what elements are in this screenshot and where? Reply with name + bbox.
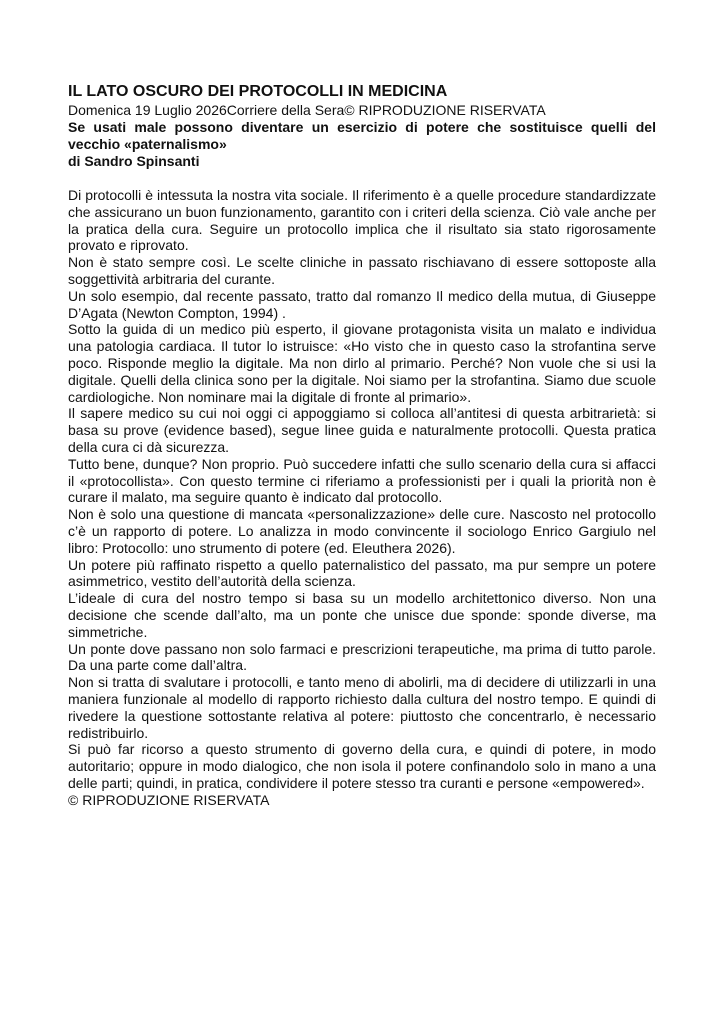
body-paragraph: Non è stato sempre così. Le scelte cliniche in passato rischiavano di essere sottoposte alla soggettività arbitraria del curante. <box>68 254 656 287</box>
body-paragraph: Un solo esempio, dal recente passato, tratto dal romanzo Il medico della mutua, di Giuseppe D’Agata (Newton Compton, 1994) . <box>68 287 656 321</box>
body-paragraph: Tutto bene, dunque? Non proprio. Può succedere infatti che sullo scenario della cura si affacci il «protocollista». Con questo termine ci riferiamo a professionisti per i quali la priorità non è curare il malato, ma seguire quanto è indicato dal protocollo. <box>68 455 656 506</box>
article-body <box>68 187 656 792</box>
body-paragraph: Un potere più raffinato rispetto a quello paternalistico del passato, ma pur sempre un potere asimmetrico, vestito dell’autorità della scienza. <box>68 556 656 590</box>
body-paragraph: L’ideale di cura del nostro tempo si basa su un modello architettonico diverso. Non una decisione che scende dall’alto, ma un ponte che unisce due sponde: sponde diverse, ma simmetriche. <box>68 590 656 640</box>
article-author: di Sandro Spinsanti <box>68 153 200 169</box>
article-title: IL LATO OSCURO DEI PROTOCOLLI IN MEDICINA <box>68 83 448 100</box>
body-paragraph: Si può far ricorso a questo strumento di governo della cura, e quindi di potere, in modo autoritario; oppure in modo dialogico, che non isola il potere confinandolo solo in mano a una delle parti; quindi, in pratica, condividere il potere stesso tra curanti e persone «empowered». <box>68 741 656 791</box>
article-meta: Domenica 19 Luglio 2026Corriere della Sera© RIPRODUZIONE RISERVATA <box>68 102 546 118</box>
body-paragraph: Un ponte dove passano non solo farmaci e prescrizioni terapeutiche, ma prima di tutto parole. Da una parte come dall’altra. <box>68 640 656 674</box>
article-page <box>68 82 656 809</box>
article-subtitle: Se usati male possono diventare un esercizio di potere che sostituisce quelli del vecchio «paternalismo» <box>68 119 656 152</box>
body-paragraph: Sotto la guida di un medico più esperto, il giovane protagonista visita un malato e individua una patologia cardiaca. Il tutor lo istruisce: «Ho visto che in questo caso la strofantina serve poco. Risponde meglio la digitale. Ma non dirlo al primario. Perché? Non vuole che si usi la digitale. Quelli della clinica sono per la digitale. Noi siamo per la strofantina. Siamo due scuole cardiologiche. Non nominare mai la digitale di fronte al primario». <box>68 321 656 405</box>
body-paragraph: Il sapere medico su cui noi oggi ci appoggiamo si colloca all’antitesi di questa arbitrarietà: si basa su prove (evidence based), segue linee guida e naturalmente protocolli. Questa pratica della cura ci dà sicurezza. <box>68 405 656 455</box>
copyright-footer: © RIPRODUZIONE RISERVATA <box>68 791 270 808</box>
body-paragraph: Non è solo una questione di mancata «personalizzazione» delle cure. Nascosto nel protocollo c’è un rapporto di potere. Lo analizza in modo convincente il sociologo Enrico Gargiulo nel libro: Protocollo: uno strumento di potere (ed. Eleuthera 2026). <box>68 506 656 556</box>
body-paragraph: Non si tratta di svalutare i protocolli, e tanto meno di abolirli, ma di decidere di utilizzarli in una maniera funzionale al modello di rapporto richiesto dalla cultura del nostro tempo. E quindi di rivedere la questione sottostante relativa al potere: piuttosto che concentrarlo, è necessario redistribuirlo. <box>68 674 656 741</box>
body-paragraph: Di protocolli è intessuta la nostra vita sociale. Il riferimento è a quelle procedure standardizzate che assicurano un buon funzionamento, garantito con i criteri della scienza. Ciò vale anche per la pratica della cura. Seguire un protocollo implica che il risultato sia stato rigorosamente provato e riprovato. <box>68 187 656 254</box>
